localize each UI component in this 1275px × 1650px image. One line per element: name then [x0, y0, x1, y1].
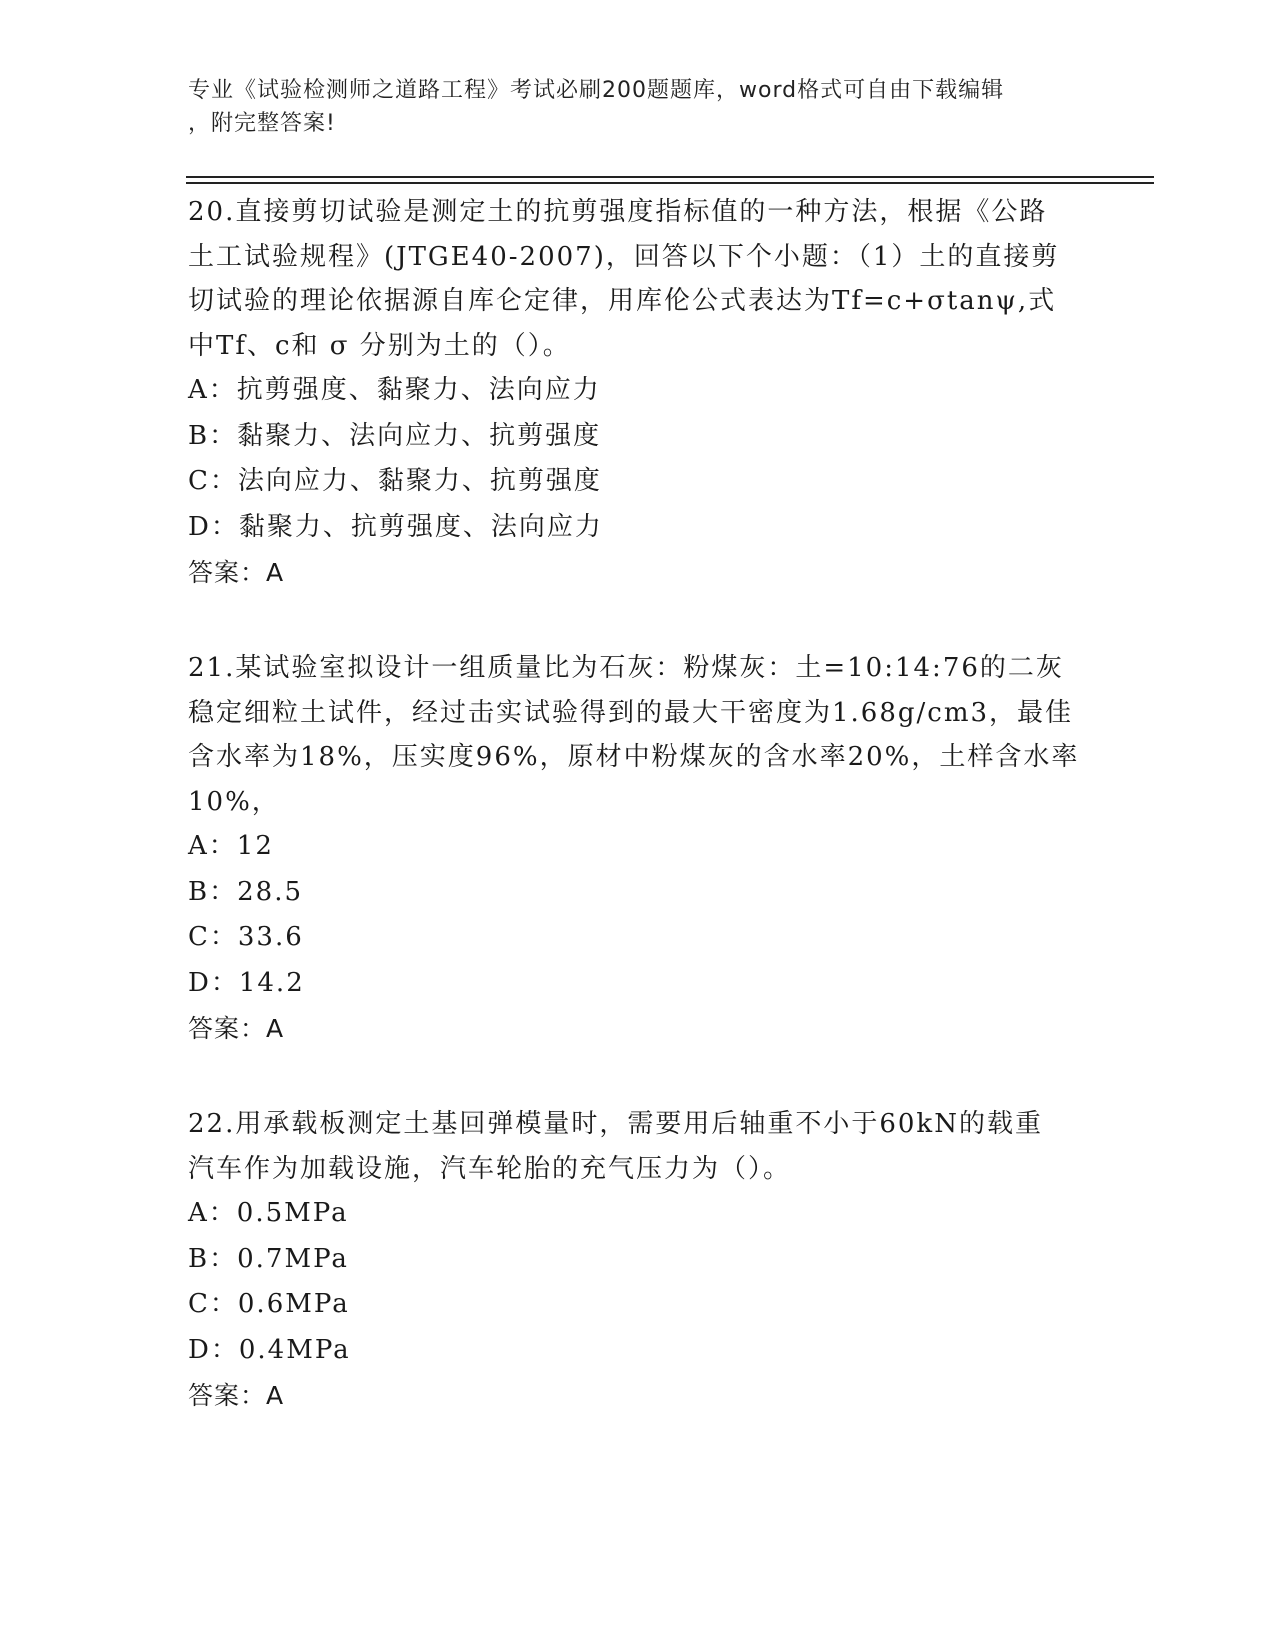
header-line-1: 专业《试验检测师之道路工程》考试必刷200题题库，word格式可自由下载编辑 [188, 78, 1005, 103]
option-b: B：28.5 [188, 876, 303, 907]
header-divider-bottom [186, 182, 1154, 184]
option-a: A：0.5MPa [188, 1198, 349, 1228]
option-a: A：抗剪强度、黏聚力、法向应力 [188, 375, 601, 405]
document-header [188, 74, 1068, 140]
option-b: B：0.7MPa [188, 1243, 349, 1274]
stem-line: 土工试验规程》(JTGE40-2007)，回答以下个小题：（1）土的直接剪 [188, 241, 1060, 272]
stem-line: 汽车作为加载设施，汽车轮胎的充气压力为（）。 [188, 1153, 792, 1184]
question-stem [188, 646, 1088, 824]
stem-line: 含水率为18%，压实度96%，原材中粉煤灰的含水率20%，土样含水率 [188, 742, 1080, 772]
question-22 [188, 1102, 1088, 1419]
question-20 [188, 190, 1088, 596]
option-d: D：14.2 [188, 967, 305, 998]
question-21 [188, 646, 1088, 1052]
answer-label: 答案：A [188, 1381, 285, 1410]
answer-label: 答案：A [188, 1014, 285, 1043]
stem-line: 21.某试验室拟设计一组质量比为石灰：粉煤灰：土=10:14:76的二灰 [188, 653, 1064, 683]
stem-line: 中Tf、c和 σ 分别为土的（）。 [188, 330, 571, 361]
stem-line: 切试验的理论依据源自库仑定律，用库伦公式表达为Tf=c+σtanψ,式 [188, 286, 1057, 316]
question-stem [188, 1102, 1088, 1191]
option-a: A：12 [188, 831, 274, 861]
option-b: B：黏聚力、法向应力、抗剪强度 [188, 420, 602, 451]
option-c: C：法向应力、黏聚力、抗剪强度 [188, 466, 602, 496]
stem-line: 22.用承载板测定土基回弹模量时，需要用后轴重不小于60kN的载重 [188, 1109, 1043, 1139]
option-d: D：黏聚力、抗剪强度、法向应力 [188, 511, 603, 542]
stem-line: 10%， [188, 786, 280, 817]
question-stem [188, 190, 1088, 368]
stem-line: 20.直接剪切试验是测定土的抗剪强度指标值的一种方法，根据《公路 [188, 197, 1048, 227]
header-divider-top [186, 176, 1154, 178]
answer-label: 答案：A [188, 558, 285, 587]
option-c: C：33.6 [188, 922, 304, 952]
option-c: C：0.6MPa [188, 1289, 350, 1319]
header-line-2: ，附完整答案! [188, 111, 336, 136]
stem-line: 稳定细粒土试件，经过击实试验得到的最大干密度为1.68g/cm3，最佳 [188, 697, 1074, 728]
option-d: D：0.4MPa [188, 1334, 351, 1365]
